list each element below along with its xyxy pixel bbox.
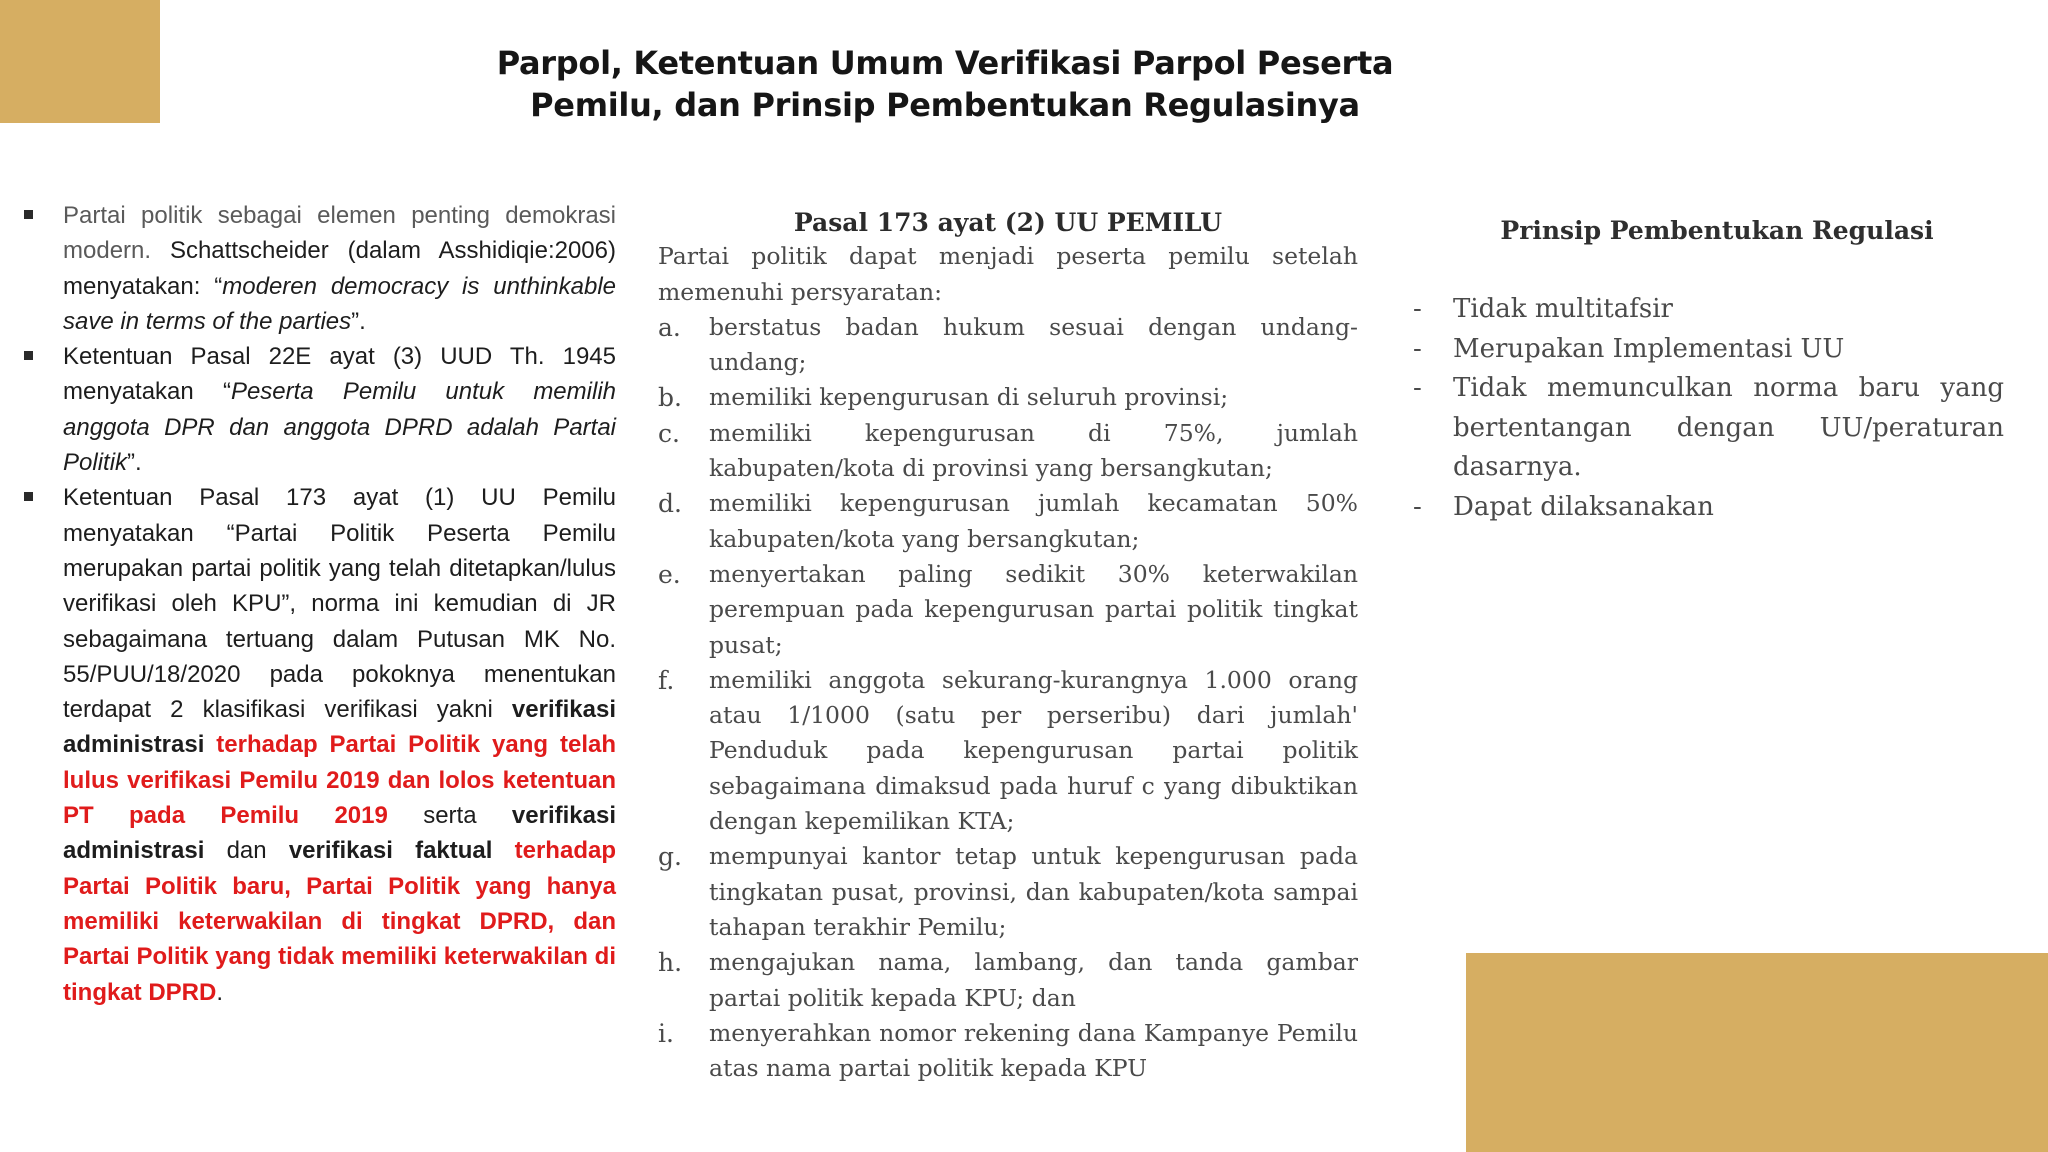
principle-item [1410,330,2004,370]
principle-item [1410,369,2004,488]
principle-text: Tidak multitafsir [1453,294,1673,324]
requirement-text: memiliki kepengurusan di 75%, jumlah kabupaten/kota di provinsi yang bersangkutan; [709,418,1358,483]
right-heading: Prinsip Pembentukan Regulasi [1500,216,1934,245]
left-column [22,198,616,1010]
bullet-3-red-b: terhadap Partai Politik baru, Partai Politik yang hanya memiliki keterwakilan di tingkat DPRD, dan Partai Politik yang tidak memiliki keterwakilan di tingkat DPRD [63,837,616,1006]
square-bullet-icon [24,492,33,501]
principle-text: Merupakan Implementasi UU [1453,333,1845,364]
requirement-letter: d. [658,489,682,519]
bullet-item-1 [22,198,616,339]
dash-bullet-icon: - [1413,373,1422,403]
bullet-1-text-a: Partai politik sebagai elemen penting demokrasi modern. [63,202,616,265]
requirement-item [658,416,1358,487]
requirement-text: memiliki anggota sekurang-kurangnya 1.000 orang atau 1/1000 (satu per perseribu) dari jumlah' Penduduk pada kepengurusan partai politik sebagaimana dimaksud pada huruf c yang dibuktikan dengan kepemilikan KTA; [709,665,1358,836]
bullet-item-3 [22,480,616,1009]
square-bullet-icon [24,351,33,360]
requirement-item [658,945,1358,1016]
requirement-text: memiliki kepengurusan jumlah kecamatan 50% kabupaten/kota yang bersangkutan; [709,489,1358,553]
decor-block-top-left [0,0,160,123]
requirement-item [658,310,1358,381]
requirement-letter: e. [658,559,681,589]
requirement-text: mengajukan nama, lambang, dan tanda gambar partai politik kepada KPU; dan [709,948,1358,1012]
middle-column [658,205,1358,1086]
requirement-text: memiliki kepengurusan di seluruh provinsi; [709,383,1229,412]
page-title [420,42,1470,126]
square-bullet-icon [24,210,33,219]
requirement-letter: b. [658,383,682,413]
requirement-letter: c. [658,418,680,448]
bullet-2-text-b: ”. [127,449,142,477]
requirement-item [658,486,1358,557]
right-column [1410,214,2004,527]
requirement-letter: i. [658,1018,674,1048]
bullet-3-text-d: . [216,978,224,1006]
bullet-1-text-c: ”. [351,307,366,335]
requirement-item [658,557,1358,663]
bullet-3-text-a: Ketentuan Pasal 173 ayat (1) UU Pemilu menyatakan “Partai Politik Peserta Pemilu merupakan partai politik yang telah ditetapkan/lulus verifikasi oleh KPU”, norma ini kemudian di JR sebagaimana tertuang dalam Putusan MK No. 55/PUU/18/2020 pada pokoknya menentukan terdapat 2 klasifikasi verifikasi yakni [63,484,616,724]
requirement-letter: a. [658,312,681,342]
principle-item [1410,488,2004,528]
bullet-3-bold-c: verifikasi faktual [288,837,493,865]
middle-intro: Partai politik dapat menjadi peserta pemilu setelah memenuhi persyaratan: [658,242,1358,306]
principle-item [1410,290,2004,330]
decor-block-bottom-right [1466,953,2048,1152]
bullet-3-text-c: dan [204,837,289,865]
principle-text: Dapat dilaksanakan [1453,491,1714,522]
dash-bullet-icon: - [1413,294,1422,324]
principle-text: Tidak memunculkan norma baru yang bertentangan dengan UU/peraturan dasarnya. [1453,373,2004,482]
bullet-item-2 [22,339,616,480]
requirement-letter: h. [658,948,683,978]
requirement-text: berstatus badan hukum sesuai dengan undang-undang; [709,312,1358,377]
bullet-1-text-b: Schattscheider (dalam Asshidiqie:2006) menyatakan: “ [63,237,616,300]
page-title-line-1: Parpol, Ketentuan Umum Verifikasi Parpol Peserta [496,44,1394,82]
dash-bullet-icon: - [1413,491,1422,522]
bullet-3-text-b: serta [387,802,512,830]
requirement-letter: f. [658,665,675,695]
bullet-3-bold-a: verifikasi administrasi [63,696,616,759]
requirement-text: menyertakan paling sedikit 30% keterwakilan perempuan pada kepengurusan partai politik tingkat pusat; [709,559,1358,659]
requirement-letter: g. [658,842,682,872]
bullet-3-red-a: terhadap Partai Politik yang telah lulus verifikasi Pemilu 2019 dan lolos ketentuan PT pada Pemilu 2019 [63,731,616,830]
dash-bullet-icon: - [1413,333,1422,364]
page-title-line-2: Pemilu, dan Prinsip Pembentukan Regulasinya [530,86,1360,124]
requirement-item [658,380,1358,415]
bullet-2-quote: Peserta Pemilu untuk memilih anggota DPR dan anggota DPRD adalah Partai Politik [63,378,616,477]
bullet-1-quote: moderen democracy is unthinkable save in terms of the parties [63,272,617,335]
bullet-3-bold-b: verifikasi administrasi [63,802,616,865]
requirement-text: mempunyai kantor tetap untuk kepengurusan pada tingkatan pusat, provinsi, dan kabupaten/kota sampai tahapan terakhir Pemilu; [709,842,1358,941]
principle-list [1410,290,2004,527]
requirement-item [658,663,1358,839]
requirement-item [658,1016,1358,1087]
bullet-2-text-a: Ketentuan Pasal 22E ayat (3) UUD Th. 1945 menyatakan “ [63,343,616,406]
requirement-item [658,839,1358,945]
middle-heading: Pasal 173 ayat (2) UU PEMILU [793,208,1223,237]
requirement-text: menyerahkan nomor rekening dana Kampanye Pemilu atas nama partai politik kepada KPU [709,1018,1358,1083]
